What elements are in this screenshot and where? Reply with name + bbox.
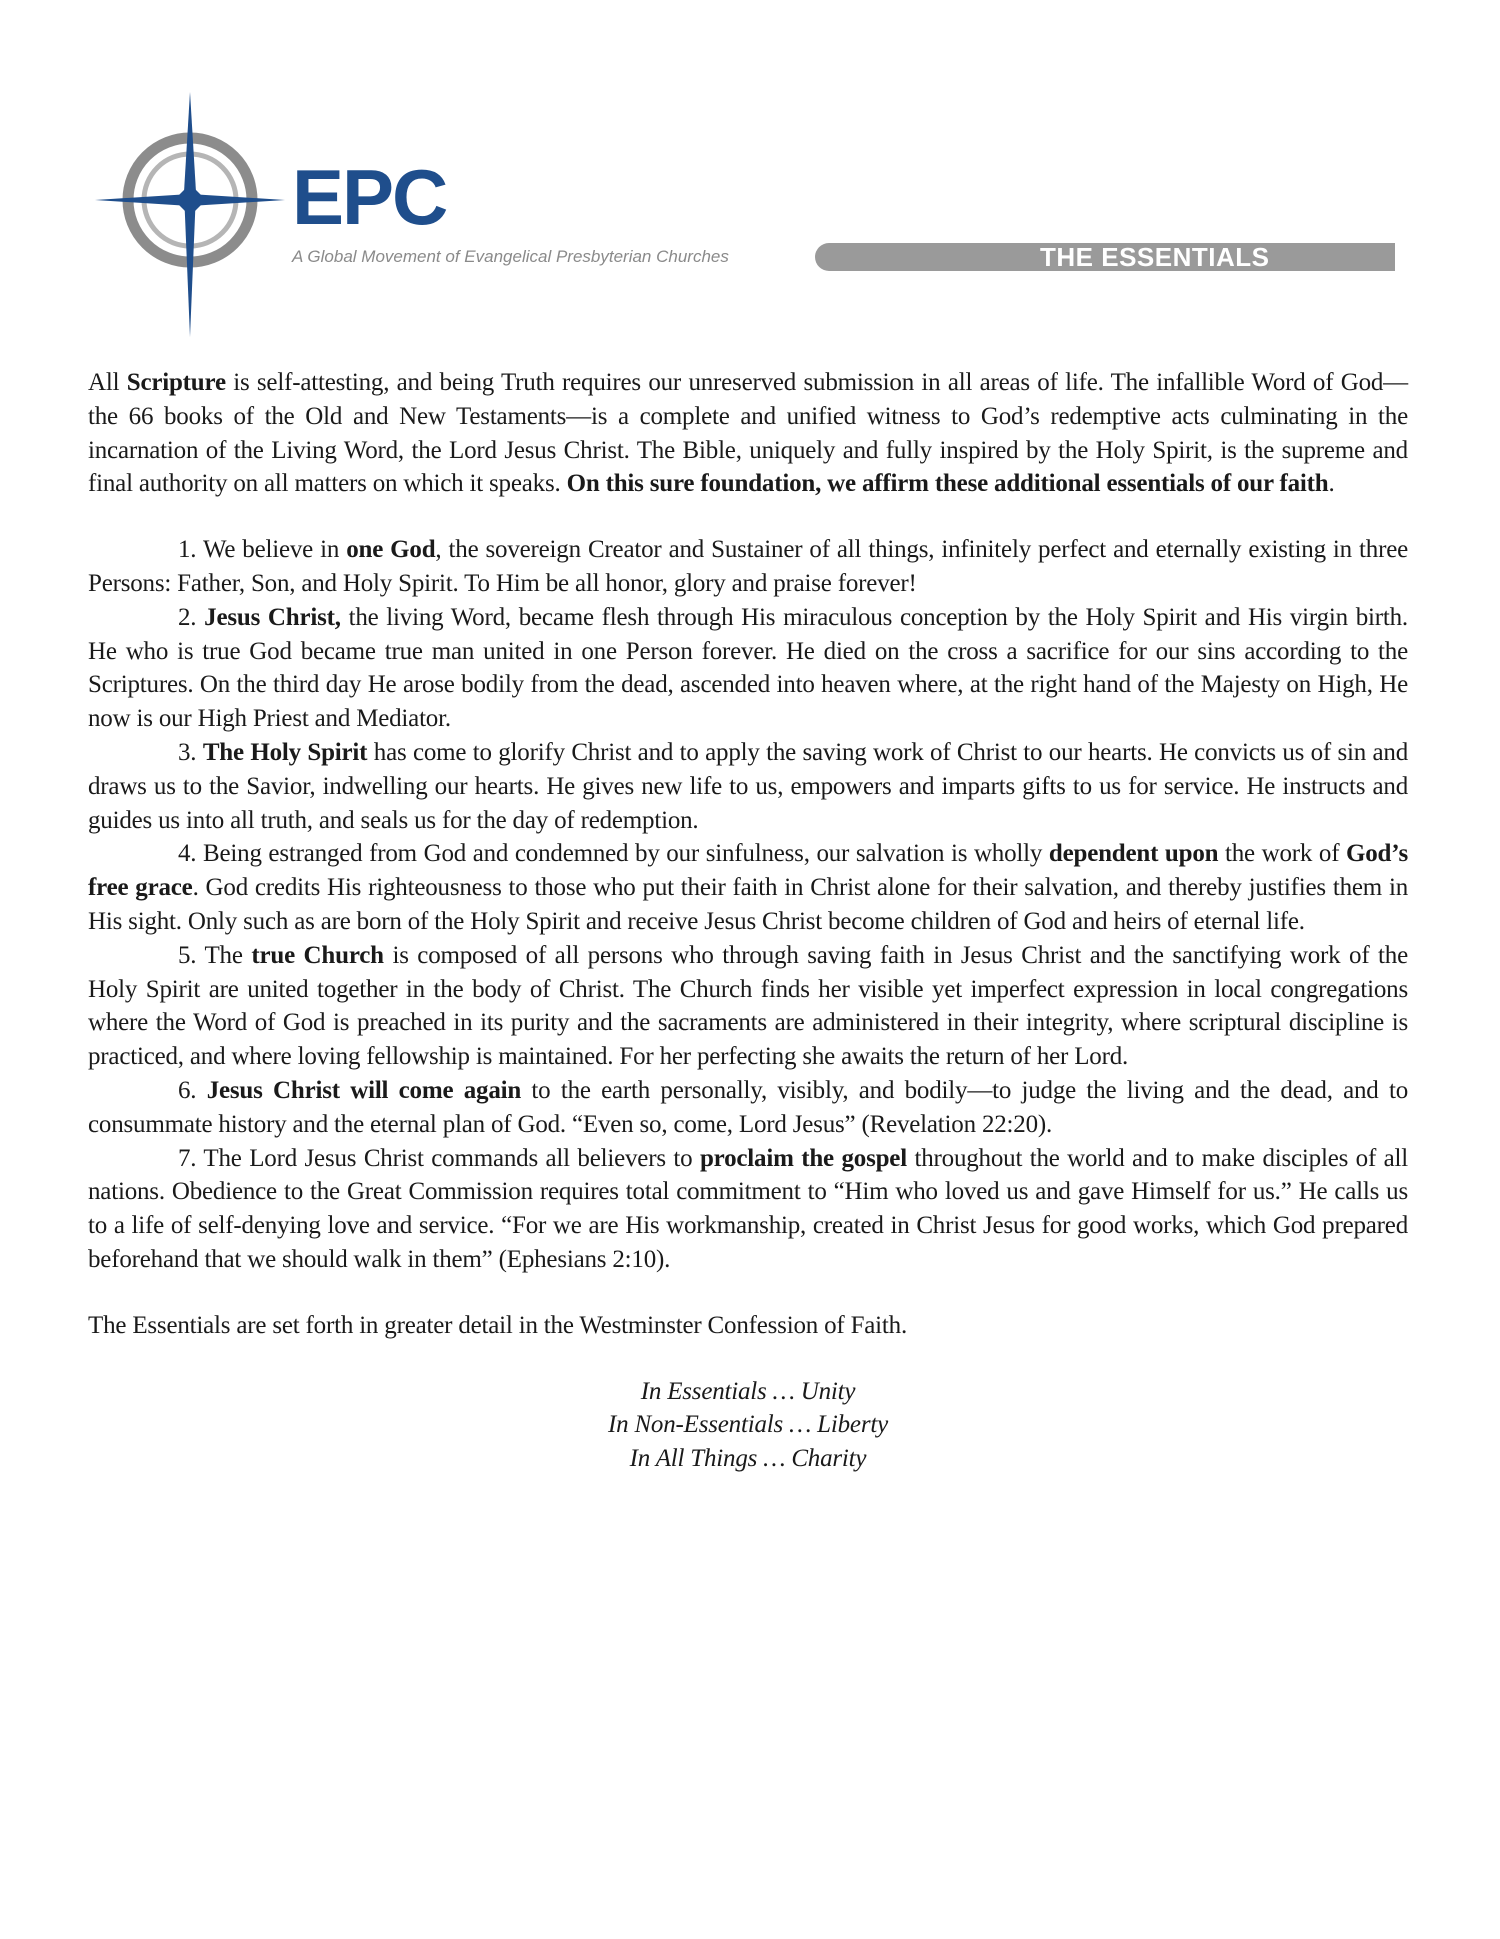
essential-item-5: 5. The true Church is composed of all persons who through saving faith in Jesus Christ and the sanctifying work of the Holy Spirit are united together in the body of Christ. The Church finds her visible yet imperfect expression in local congregations where the Word of God is preached in its purity and the sacraments are administered in their integrity, where scriptural discipline is practiced, and where loving fellowship is maintained. For her perfecting she awaits the return of her Lord.: [88, 941, 1408, 1071]
section-title-bar: [815, 243, 1395, 271]
essential-item-2: 2. Jesus Christ, the living Word, became flesh through His miraculous conception by the Holy Spirit and His virgin birth. He who is true God became true man united in one Person forever. He died on the cross a sacrifice for our sins according to the Scriptures. On the third day He arose bodily from the dead, ascended into heaven where, at the right hand of the Majesty on High, He now is our High Priest and Mediator.: [88, 603, 1408, 733]
brand-name: EPC: [292, 153, 447, 241]
document-body: [88, 366, 1408, 1476]
motto-line: In Essentials … Unity: [640, 1377, 856, 1405]
essential-item-4: 4. Being estranged from God and condemned by our sinfulness, our salvation is wholly dependent upon the work of God’s free grace. God credits His righteousness to those who put their faith in Christ alone for their salvation, and thereby justifies them in His sight. Only such as are born of the Holy Spirit and receive Jesus Christ become children of God and heirs of eternal life.: [88, 840, 1409, 935]
motto-line: In Non-Essentials … Liberty: [607, 1411, 888, 1439]
compass-cross-icon: [95, 92, 285, 337]
motto-line: In All Things … Charity: [629, 1445, 867, 1473]
section-title: THE ESSENTIALS: [1040, 242, 1270, 272]
essential-item-7: 7. The Lord Jesus Christ commands all believers to proclaim the gospel throughout the world and to make disciples of all nations. Obedience to the Great Commission requires total commitment to “Him who loved us and gave Himself for us.” He calls us to a life of self-denying love and service. “For we are His workmanship, created in Christ Jesus for good works, which God prepared beforehand that we should walk in them” (Ephesians 2:10).: [88, 1144, 1409, 1273]
essential-item-1: 1. We believe in one God, the sovereign Creator and Sustainer of all things, infinitely perfect and eternally existing in three Persons: Father, Son, and Holy Spirit. To Him be all honor, glory and praise forever!: [88, 536, 1408, 597]
brand-tagline: A Global Movement of Evangelical Presbyterian Churches: [292, 247, 729, 266]
essential-item-3: 3. The Holy Spirit has come to glorify Christ and to apply the saving work of Christ to our hearts. He convicts us of sin and draws us to the Savior, indwelling our hearts. He gives new life to us, empowers and imparts gifts to us for service. He instructs and guides us into all truth, and seals us for the day of redemption.: [88, 738, 1409, 834]
essential-item-6: 6. Jesus Christ will come again to the earth personally, visibly, and bodily—to judge the living and the dead, and to consummate history and the eternal plan of God. “Even so, come, Lord Jesus” (Revelation 22:20).: [88, 1076, 1409, 1138]
intro-paragraph: All Scripture is self-attesting, and being Truth requires our unreserved submission in all areas of life. The infallible Word of God—the 66 books of the Old and New Testaments—is a complete and unified witness to God’s redemptive acts culminating in the incarnation of the Living Word, the Lord Jesus Christ. The Bible, uniquely and fully inspired by the Holy Spirit, is the supreme and final authority on all matters on which it speaks. On this sure foundation, we affirm these additional essentials of our faith.: [88, 369, 1408, 498]
closing-paragraph: The Essentials are set forth in greater detail in the Westminster Confession of Faith.: [88, 1311, 908, 1339]
motto: [88, 1375, 1408, 1476]
